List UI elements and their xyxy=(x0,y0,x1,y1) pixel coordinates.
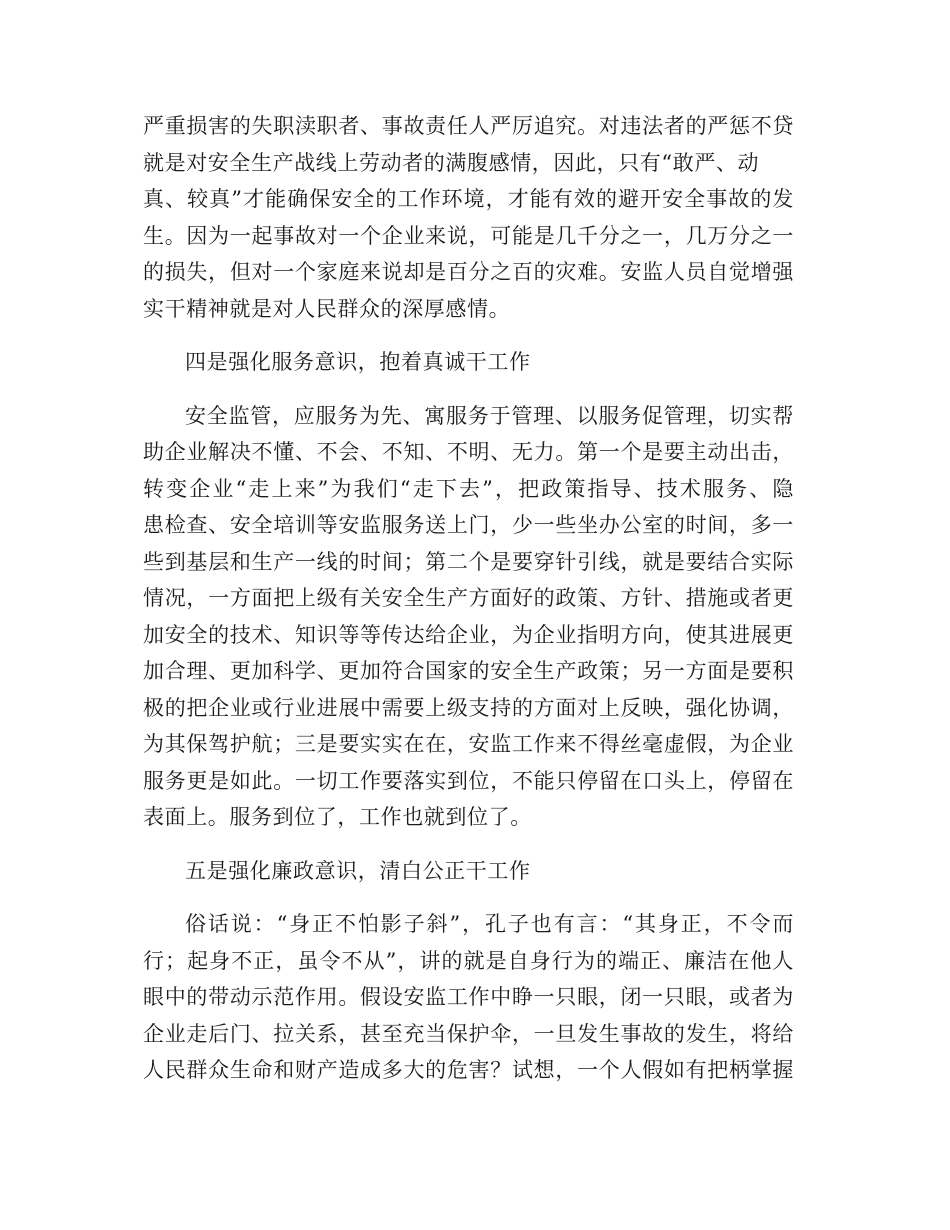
text-line: 人民群众生命和财产造成多大的危害？试想，一个人假如有把柄掌握 xyxy=(143,1058,794,1082)
heading-text: 五是强化廉政意识，清白公正干工作 xyxy=(185,858,531,883)
text-line: 服务更是如此。一切工作要落实到位，不能只停留在口头上，停留在 xyxy=(143,768,794,793)
text-line: 眼中的带动示范作用。假设安监工作中睁一只眼，闭一只眼，或者为 xyxy=(143,985,794,1009)
text-line: 加安全的技术、知识等等传达给企业，为企业指明方向，使其进展更 xyxy=(143,622,794,647)
text-line: 实干精神就是对人民群众的深厚感情。 xyxy=(143,296,511,321)
section-heading-service xyxy=(143,344,794,381)
text-line: 些到基层和生产一线的时间；第二个是要穿针引线，就是要结合实际 xyxy=(143,549,794,574)
text-line: 表面上。服务到位了，工作也就到位了。 xyxy=(143,805,532,829)
document-body xyxy=(143,108,794,1089)
paragraph-integrity xyxy=(143,906,794,1089)
section-heading-integrity xyxy=(143,853,794,890)
text-line: 就是对安全生产战线上劳动者的满腹感情，因此，只有“敢严、动 xyxy=(143,150,760,175)
paragraph-safety-feelings xyxy=(143,108,794,327)
paragraph-service xyxy=(143,398,794,836)
text-line: 极的把企业或行业进展中需要上级支持的方面对上反映，强化协调， xyxy=(143,695,794,720)
text-line: 企业走后门、拉关系，甚至充当保护伞，一旦发生事故的发生，将给 xyxy=(143,1021,794,1046)
text-line: 俗话说：“身正不怕影子斜”，孔子也有言：“其身正，不令而 xyxy=(185,912,794,936)
text-line: 转变企业“走上来”为我们“走下去”，把政策指导、技术服务、隐 xyxy=(143,476,794,501)
text-line: 生。因为一起事故对一个企业来说，可能是几千分之一，几万分之一 xyxy=(143,223,794,248)
text-line: 真、较真”才能确保安全的工作环境，才能有效的避开安全事故的发 xyxy=(143,187,794,211)
text-line: 患检查、安全培训等安监服务送上门，少一些坐办公室的时间，多一 xyxy=(143,513,794,537)
heading-text: 四是强化服务意识，抱着真诚干工作 xyxy=(185,350,531,374)
text-line: 的损失，但对一个家庭来说却是百分之百的灾难。安监人员自觉增强 xyxy=(143,260,794,284)
text-line: 严重损害的失职渎职者、事故责任人严厉追究。对违法者的严惩不贷 xyxy=(143,114,794,138)
text-line: 安全监管，应服务为先、寓服务于管理、以服务促管理，切实帮 xyxy=(185,403,794,428)
text-line: 加合理、更加科学、更加符合国家的安全生产政策；另一方面是要积 xyxy=(143,659,794,683)
text-line: 为其保驾护航；三是要实实在在，安监工作来不得丝毫虚假，为企业 xyxy=(143,732,794,756)
text-line: 情况，一方面把上级有关安全生产方面好的政策、方针、措施或者更 xyxy=(143,586,794,610)
text-line: 助企业解决不懂、不会、不知、不明、无力。第一个是要主动出击， xyxy=(143,440,794,464)
text-line: 行；起身不正，虽令不从”，讲的就是自身行为的端正、廉洁在他人 xyxy=(143,948,794,973)
